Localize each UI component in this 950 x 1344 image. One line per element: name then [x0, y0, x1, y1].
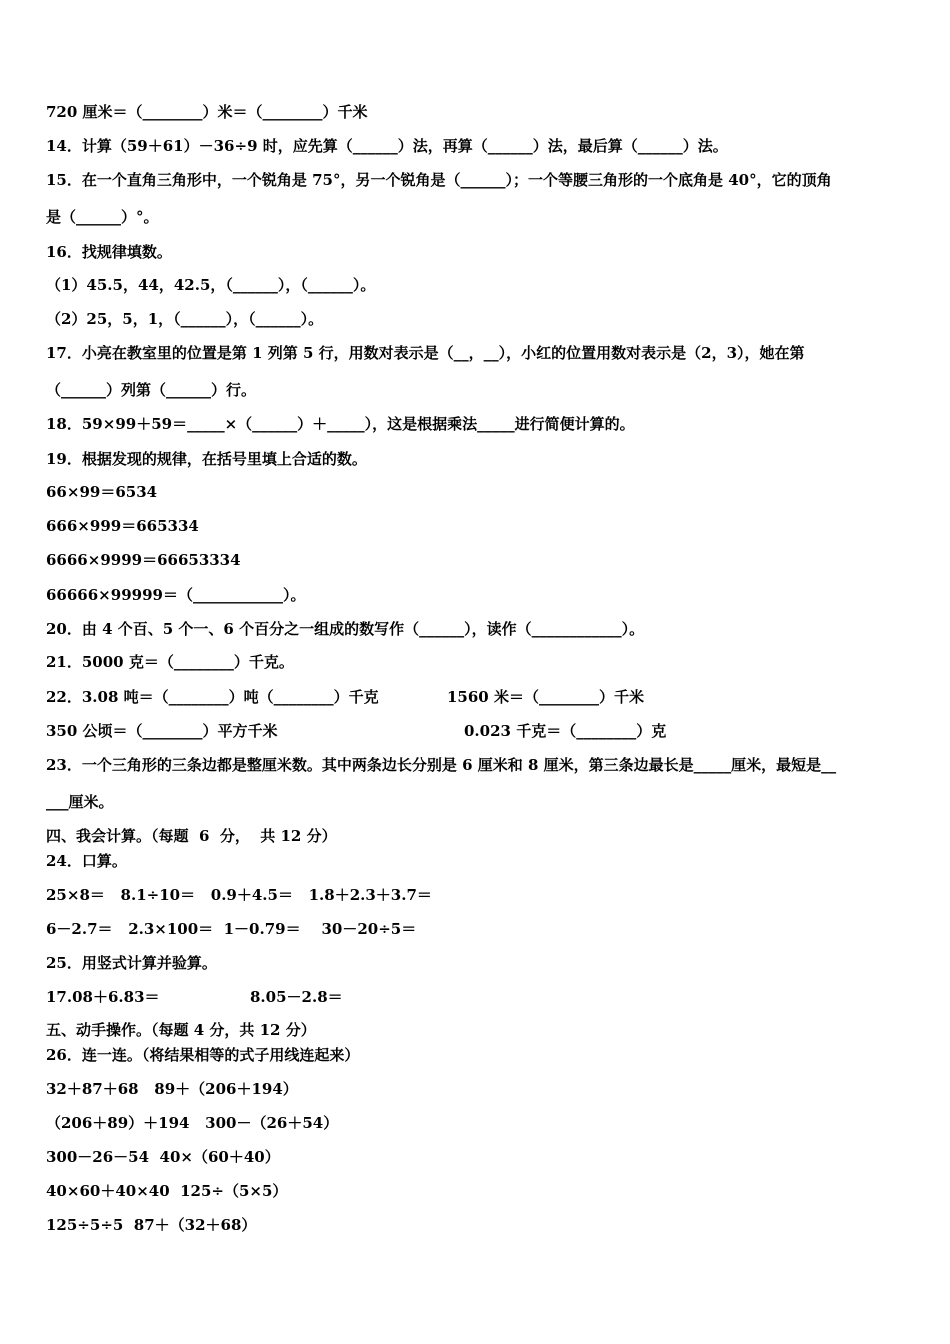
match-row-2: （206＋89）＋194 300－（26＋54）	[46, 1114, 339, 1132]
question-16-part1: （1）45.5，44，42.5，（______），（______）。	[46, 276, 376, 294]
match-row-3: 300－26－54 40×（60＋40）	[46, 1148, 280, 1166]
question-20: 20．由 4 个百、5 个一、6 个百分之一组成的数写作（______），读作（____________）。	[46, 620, 645, 638]
question-25: 25．用竖式计算并验算。	[46, 954, 217, 972]
match-row-5: 125÷5÷5 87＋（32＋68）	[46, 1216, 257, 1234]
question-21: 21．5000 克＝（________）千克。	[46, 653, 294, 671]
question-15-cont: 是（______）°。	[46, 208, 159, 226]
section-5-heading: 五、动手操作。（每题 4 分，共 12 分）	[46, 1021, 316, 1039]
question-16-part2: （2）25，5，1，（______），（______）。	[46, 310, 324, 328]
question-22-c: 350 公顷＝（________）平方千米	[46, 722, 278, 740]
pattern-line-1: 66×99＝6534	[46, 483, 158, 501]
question-16: 16．找规律填数。	[46, 243, 172, 261]
oral-calc-row-2: 6－2.7＝ 2.3×100＝ 1－0.79＝ 30－20÷5＝	[46, 920, 417, 938]
question-22-d: 0.023 千克＝（________）克	[464, 722, 667, 740]
question-15: 15．在一个直角三角形中，一个锐角是 75°，另一个锐角是（______）；一个等腰三角形的一个底角是 40°，它的顶角	[46, 171, 832, 189]
pattern-line-4: 66666×99999＝（____________）。	[46, 586, 306, 604]
match-row-4: 40×60＋40×40 125÷（5×5）	[46, 1182, 288, 1200]
question-22-b: 1560 米＝（________）千米	[447, 688, 644, 706]
line-13-conversion: 720 厘米＝（________）米＝（________）千米	[46, 103, 368, 121]
vertical-calc-2: 8.05－2.8＝	[250, 988, 343, 1006]
pattern-line-2: 666×999＝665334	[46, 517, 199, 535]
question-26: 26．连一连。（将结果相等的式子用线连起来）	[46, 1046, 360, 1064]
section-4-heading: 四、我会计算。（每题 6 分， 共 12 分）	[46, 827, 337, 845]
vertical-calc-1: 17.08＋6.83＝	[46, 988, 160, 1006]
question-17-cont: （______）列第（______）行。	[46, 381, 257, 399]
question-24: 24．口算。	[46, 852, 127, 870]
question-18: 18．59×99＋59＝_____×（______）＋_____），这是根据乘法_____进行简便计算的。	[46, 415, 635, 433]
question-14: 14．计算（59＋61）－36÷9 时，应先算（______）法，再算（______）法，最后算（______）法。	[46, 137, 728, 155]
question-17: 17．小亮在教室里的位置是第 1 列第 5 行，用数对表示是（__，__），小红的位置用数对表示是（2，3），她在第	[46, 344, 805, 362]
question-22-a: 22．3.08 吨＝（________）吨（________）千克	[46, 688, 379, 706]
pattern-line-3: 6666×9999＝66653334	[46, 551, 241, 569]
question-23-cont: ___厘米。	[46, 793, 114, 811]
question-23: 23．一个三角形的三条边都是整厘米数。其中两条边长分别是 6 厘米和 8 厘米，第三条边最长是_____厘米，最短是__	[46, 756, 837, 774]
oral-calc-row-1: 25×8＝ 8.1÷10＝ 0.9＋4.5＝ 1.8＋2.3＋3.7＝	[46, 886, 432, 904]
question-19: 19．根据发现的规律，在括号里填上合适的数。	[46, 450, 367, 468]
match-row-1: 32＋87＋68 89＋（206＋194）	[46, 1080, 298, 1098]
